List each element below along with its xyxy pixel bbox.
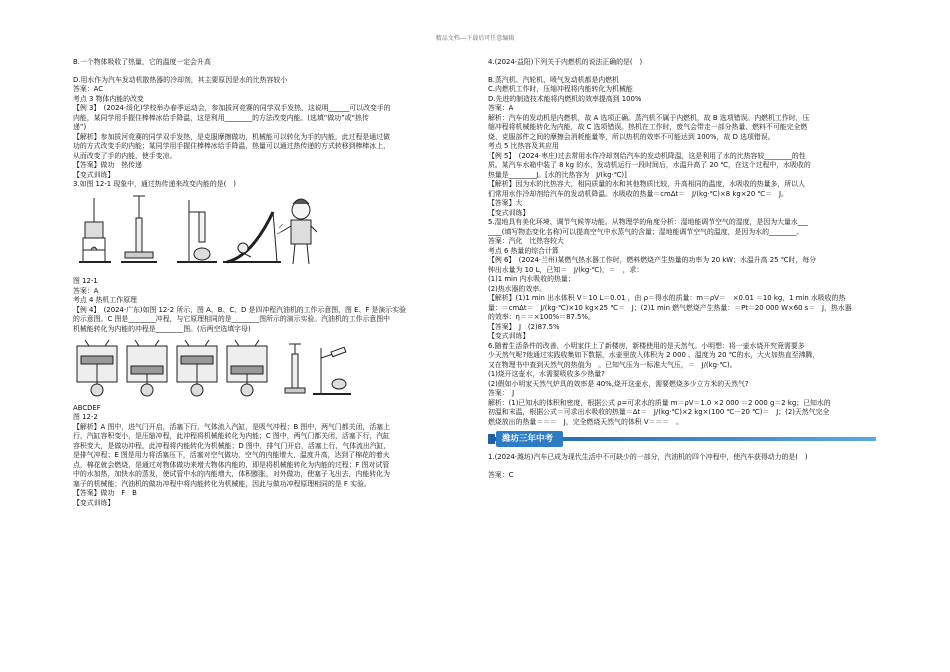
text-line: 考点 6 热量的综合计算 bbox=[488, 246, 559, 255]
text-line: 考点 5 比热容及其应用 bbox=[488, 142, 559, 150]
text-line: 【例 4】 (2024·广东)如图 12-2 所示，图 A、B、C、D 是四冲程汽油机的工作示意图，图 E、F 是演示实验 bbox=[73, 305, 406, 314]
text-line: 【变式训练】 bbox=[488, 332, 530, 340]
text-line: 3.如图 12-1 现象中，通过热传递来改变内能的是( ) bbox=[73, 180, 236, 188]
text-line: 解析：(1)已知水的体积和密度，根据公式 ρ=可求水的质量 m＝ρV＝1.0 ×2 000 ＝2 000 g＝2 kg；已知水的 bbox=[488, 398, 831, 407]
left-text-block-1 bbox=[73, 58, 460, 190]
text-line: 答案： J bbox=[488, 389, 515, 397]
text-line: 质。某汽车水箱中装了 8 kg 的水，发动机运行一段时间后，水温升高了 20 ℃，在这个过程中，水吸收的 bbox=[488, 161, 811, 169]
banner-title: 潍坊三年中考 bbox=[496, 431, 563, 447]
text-line: ABCDEF bbox=[73, 403, 101, 412]
text-line: B.一个物体吸收了热量，它的温度一定会升高 bbox=[73, 58, 211, 66]
text-line: 答案：AC bbox=[73, 85, 104, 93]
text-line: D.用水作为汽车发动机散热器的冷却剂，其主要原因是水的比热容较小 bbox=[73, 75, 288, 84]
text-line: 递”) bbox=[73, 123, 87, 131]
text-line: 们常用水作冷却剂给汽车的发动机降温。水吸收的热量＝cmΔt＝ J/(kg·℃)×8 kg×20 ℃＝ J。 bbox=[488, 189, 788, 198]
text-line: (2)热水器的效率。 bbox=[488, 284, 546, 293]
text-line: 【解析】参加拔河竞赛的同学双手发热，是克服摩擦做功，机械能可以转化为手的内能，此过程是通过做 bbox=[73, 132, 390, 141]
figure-12-1 bbox=[77, 192, 317, 270]
text-line: (2)假如小明家天然气炉具的效率是 40%,烧开这壶水，需要燃烧多少立方米的天然气? bbox=[488, 379, 749, 388]
figure-12-1-a bbox=[79, 198, 111, 262]
text-line: 1.(2024·潍坊)汽车已成为现代生活中不可缺少的一部分，汽油机的四个冲程中，使汽车获得动力的是( ) bbox=[488, 453, 808, 461]
figure-12-1-e bbox=[277, 199, 317, 264]
right-text-block-2 bbox=[488, 453, 876, 480]
engine-cylinder bbox=[127, 340, 167, 396]
text-line: 【例 5】 (2024·枣庄)过去常用水作冷却剂给汽车的发动机降温，这是利用了水的比热容较________的性 bbox=[488, 151, 806, 160]
text-line: D.先进的制造技术能将内燃机的效率提高到 100% bbox=[488, 94, 642, 103]
text-line: 烧、克服部件之间的摩擦会消耗能量等，所以热机的效率不可能达到 100%，故 D 选项错误。 bbox=[488, 132, 775, 141]
figure-12-2-e bbox=[285, 344, 305, 393]
section-banner bbox=[488, 431, 876, 447]
text-line: 解析：汽车的发动机是内燃机，故 A 选项正确。蒸汽机不属于内燃机，故 B 选项错误。内燃机工作时，压 bbox=[488, 113, 810, 122]
text-line: 中的水加热，加快水的蒸发，使试管中水的内能增大，体积膨胀，对外做功，使塞子飞出去，内能转化为 bbox=[73, 470, 390, 478]
text-line: 【解析】(1)1 min 出水体积 V＝10 L＝0.01 ，由 ρ＝得水的质量：m＝ρV＝ ×0.01 ＝10 kg，1 min 水吸收的热 bbox=[488, 294, 846, 302]
text-line: 缩冲程将机械能转化为内能，故 C 选项错误。热机在工作时，废气会带走一部分热量、燃料不可能完全燃 bbox=[488, 123, 808, 131]
text-line: 少天然气呢?他通过实践收集如下数据，水壶里放入体积为 2 000 、温度为 20 ℃的水，大火加热直至沸腾， bbox=[488, 351, 820, 359]
text-line: B.蒸汽机、汽轮机、喷气发动机都是内燃机 bbox=[488, 75, 619, 84]
text-line: 图 12-1 bbox=[73, 277, 98, 285]
page-header: 精品文档---下载后可任意编辑 bbox=[435, 35, 515, 42]
text-line: 热量是________J。[水的比热容为 J/(kg·℃)] bbox=[488, 170, 627, 179]
text-line: 行，汽缸容积变小，是压缩冲程，此冲程将机械能转化为内能；C 图中，两气门都关闭，活塞下行，汽缸 bbox=[73, 432, 391, 440]
text-line: 【变式训练】 bbox=[73, 498, 115, 507]
text-line: 5.湿地具有美化环境、调节气候等功能。从物理学的角度分析：湿地能调节空气的湿度，是因为大量水___ bbox=[488, 218, 809, 226]
text-line: 燃烧放出的热量＝＝＝ J，完全燃烧天然气的体积 V＝＝＝ 。 bbox=[488, 417, 683, 426]
text-line: 答案：汽化 比热容较大 bbox=[488, 237, 564, 245]
text-line: ____(填写物态变化名称)可以提高空气中水蒸气的含量；湿地能调节空气的温度，是因为水的________。 bbox=[488, 227, 804, 236]
text-line: 从而改变了手的内能，使手变凉。 bbox=[73, 151, 177, 160]
text-line: 的效率：η＝＝×100%＝87.5%。 bbox=[488, 313, 595, 321]
right-text-block-1 bbox=[488, 58, 876, 427]
text-line: 图 12-2 bbox=[73, 413, 98, 421]
left-column bbox=[73, 58, 460, 508]
text-line: 是排气冲程；E 图是用力将活塞压下，活塞对空气做功，空气的内能增大，温度升高，达到了棉花的着火 bbox=[73, 451, 390, 459]
text-line: 【变式训练】 bbox=[488, 208, 530, 217]
left-text-block-2 bbox=[73, 277, 460, 334]
right-column bbox=[488, 58, 876, 480]
text-line: 量：＝cmΔt＝ J/(kg·℃)×10 kg×25 ℃＝ J；(2)1 min 燃气燃烧产生热量：＝Pt＝20 000 W×60 s＝ J，热水器 bbox=[488, 303, 852, 312]
left-text-block-3 bbox=[73, 404, 460, 509]
text-line: 6.随着生活条件的改善，小明家住上了新楼房，新楼使用的是天然气。小明想：将一壶水烧开究竟需要多 bbox=[488, 341, 805, 350]
text-line: 【解析】A 图中，进气门开启，活塞下行，气体流入汽缸，是吸气冲程；B 图中，两气门都关闭，活塞上 bbox=[73, 422, 391, 431]
text-line: 【例 3】 (2024·绥化)学校举办春季运动会，参加拔河竞赛的同学双手发热，这说明______可以改变手的 bbox=[73, 104, 391, 112]
figure-12-1-c bbox=[177, 200, 217, 262]
text-line: 又在物理书中查到天然气的热值为 。已知气压为一标准大气压，＝ J/(kg·℃)。 bbox=[488, 360, 737, 369]
text-line: 考点 4 热机工作原理 bbox=[73, 296, 137, 304]
text-line bbox=[488, 68, 876, 76]
text-line: 【答案】大 bbox=[488, 199, 523, 207]
figure-12-1-d bbox=[223, 212, 281, 262]
banner-mark bbox=[488, 434, 495, 444]
text-line: 考点 3 物体内能的改变 bbox=[73, 94, 144, 103]
engine-cylinder bbox=[177, 340, 217, 396]
text-line: 功的方式改变手的内能；某同学用手握住棒棒冰给手降温，热量可以通过热传递的方式转移到棒棒冰上， bbox=[73, 142, 390, 150]
text-line: 机械能转化为内能的冲程是________图。(后两空选填字母) bbox=[73, 324, 251, 333]
text-line: 内能，某同学用手握住棒棒冰给手降温，这是利用________的方法改变内能。(选填“做功”或“热传 bbox=[73, 113, 369, 122]
figure-12-2-f bbox=[313, 347, 351, 394]
text-line: 容积变大，是做功冲程，此冲程将内能转化为机械能；D 图中，排气门开启，活塞上行，气体流出汽缸， bbox=[73, 441, 391, 450]
text-line: 【答案】 J (2)87.5% bbox=[488, 322, 560, 331]
figure-12-2 bbox=[73, 338, 353, 398]
engine-cylinder bbox=[227, 340, 267, 396]
text-line: 答案：A bbox=[73, 286, 99, 295]
text-line: 【例 6】 (2024·兰州)某燃气热水器工作时，燃料燃烧产生热量的功率为 20 kW；水温升高 25 ℃时，每分 bbox=[488, 256, 817, 264]
engine-cylinder bbox=[77, 340, 117, 396]
text-line bbox=[488, 463, 876, 471]
text-line: C.内燃机工作时，压缩冲程将内能转化为机械能 bbox=[488, 85, 633, 93]
text-line: 钟出水量为 10 L，已知＝ J/(kg·℃)，＝ ，求： bbox=[488, 265, 644, 274]
text-line: 初温和末温，根据公式＝可求出水吸收的热量＝Δt＝ J/(kg·℃)×2 kg×(100 ℃－20 ℃)＝ J；(2)天然气完全 bbox=[488, 408, 830, 416]
text-line: 的示意图。C 图是________冲程，与它原理相同的是________图所示的演示实验。汽油机的工作示意图中 bbox=[73, 315, 391, 323]
text-line: 4.(2024·益阳)下列关于内燃机的说法正确的是( ) bbox=[488, 58, 643, 66]
text-line: (1)1 min 内水吸收的热量； bbox=[488, 275, 575, 283]
text-line: (1)烧开这壶水，水需要吸收多少热量? bbox=[488, 370, 605, 378]
text-line bbox=[73, 68, 460, 76]
text-line: 【变式训练】 bbox=[73, 170, 115, 179]
text-line: 点，棉花就会燃烧，是通过对物体做功来增大物体内能的，即是将机械能转化为内能的过程；F 图对试管 bbox=[73, 460, 390, 469]
text-line: 塞子的机械能；汽油机的做功冲程中将内能转化为机械能，因此与做功冲程原理相同的是 F 实验。 bbox=[73, 479, 371, 488]
text-line: 【解析】因为水的比热容大，相同质量的水和其他物质比较，升高相同的温度，水吸收的热量多，所以人 bbox=[488, 180, 805, 188]
text-line: 【答案】做功 F B bbox=[73, 489, 137, 497]
text-line: 答案：A bbox=[488, 104, 514, 112]
figure-12-1-b bbox=[121, 196, 157, 262]
text-line: 【答案】做功 热传递 bbox=[73, 161, 142, 169]
text-line: 答案：C bbox=[488, 470, 514, 479]
